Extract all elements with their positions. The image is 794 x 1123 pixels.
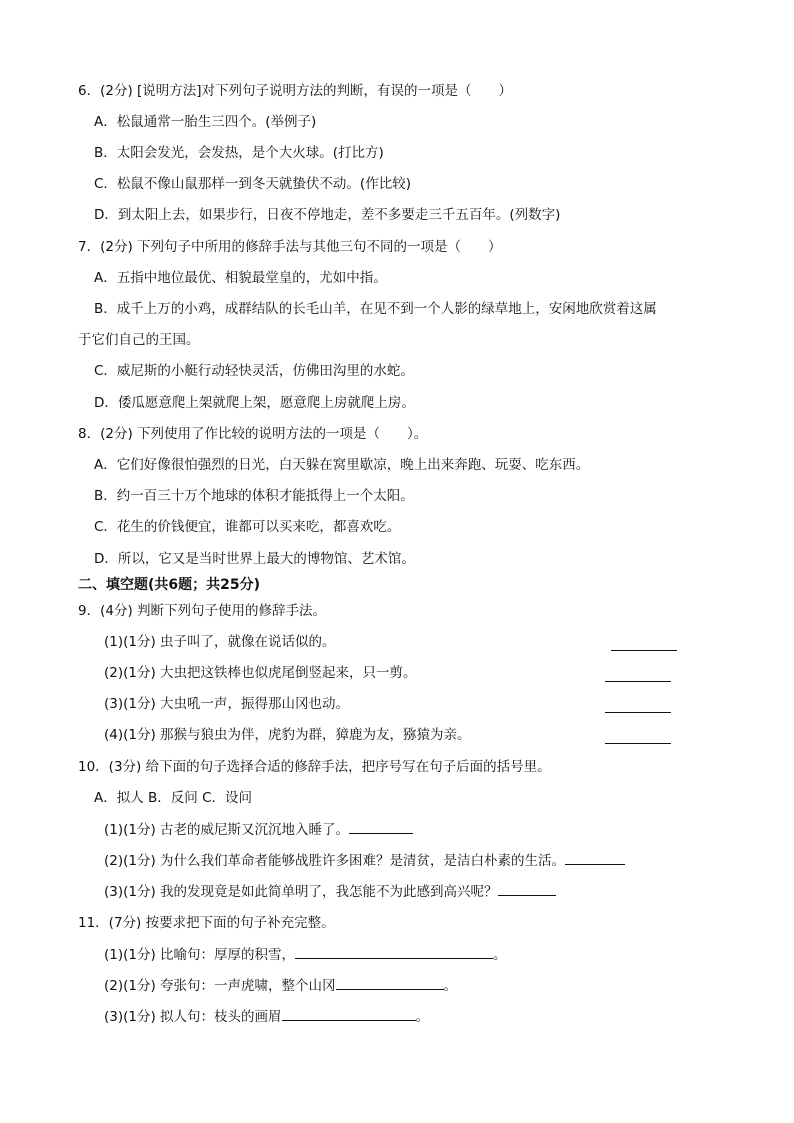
question-11-item-2 [104,975,457,996]
question-10-answer-blank-2[interactable] [565,850,625,865]
question-11-answer-blank-1[interactable] [295,944,493,959]
question-10-item-2 [104,850,625,871]
question-7-option-b-continued: 于它们自己的王国。 [78,332,200,348]
section-2-title: 二、填空题(共6题；共25分) [78,577,261,593]
question-10-stem: 10．(3分) 给下面的句子选择合适的修辞手法，把序号写在句子后面的括号里。 [78,759,551,775]
question-6-option-c: C．松鼠不像山鼠那样一到冬天就蛰伏不动。(作比较) [94,176,411,192]
question-7-option-d: D．倭瓜愿意爬上架就爬上架，愿意爬上房就爬上房。 [94,395,415,411]
question-11-answer-blank-2[interactable] [336,975,444,990]
question-11-item-3 [104,1006,429,1027]
question-7-option-a: A．五指中地位最优、相貌最堂皇的，尤如中指。 [94,270,387,286]
question-10-answer-blank-3[interactable] [498,881,556,896]
question-11-stem: 11．(7分) 按要求把下面的句子补充完整。 [78,915,335,931]
question-10-item-1-text: (1)(1分) 古老的威尼斯又沉沉地入睡了。 [104,822,350,838]
question-8-option-d: D．所以，它又是当时世界上最大的博物馆、艺术馆。 [94,551,415,567]
question-11-item-2-end: 。 [443,978,458,994]
question-8-option-c: C．花生的价钱便宜，谁都可以买来吃，都喜欢吃。 [94,519,401,535]
question-11-item-3-end: 。 [415,1009,430,1025]
question-6-stem: 6．(2分) [说明方法]对下列句子说明方法的判断，有误的一项是（ ） [78,83,513,99]
question-6-option-a: A．松鼠通常一胎生三四个。(举例子) [94,114,317,130]
question-9-answer-blank-2[interactable] [605,680,671,682]
question-6-option-d: D．到太阳上去，如果步行，日夜不停地走，差不多要走三千五百年。(列数字) [94,207,561,223]
question-10-item-3 [104,881,556,902]
question-11-answer-blank-3[interactable] [282,1006,416,1021]
question-9-item-1: (1)(1分) 虫子叫了，就像在说话似的。 [104,634,336,650]
question-11-item-1-text: (1)(1分) 比喻句：厚厚的积雪， [104,947,296,963]
question-9-item-3: (3)(1分) 大虫吼一声，振得那山冈也动。 [104,696,350,712]
question-7-option-c: C．威尼斯的小艇行动轻快灵活，仿佛田沟里的水蛇。 [94,363,414,379]
question-9-item-4: (4)(1分) 那猴与狼虫为伴，虎豹为群，獐鹿为友，猕猿为亲。 [104,727,471,743]
question-10-item-2-text: (2)(1分) 为什么我们革命者能够战胜许多困难？是清贫，是洁白朴素的生活。 [104,853,566,869]
question-11-item-2-text: (2)(1分) 夸张句：一声虎啸，整个山冈 [104,978,336,994]
question-9-stem: 9．(4分) 判断下列句子使用的修辞手法。 [78,603,327,619]
question-9-answer-blank-4[interactable] [605,742,671,744]
question-8-stem: 8．(2分) 下列使用了作比较的说明方法的一项是（ ）。 [78,426,428,442]
question-6-option-b: B．太阳会发光，会发热，是个大火球。(打比方) [94,145,384,161]
question-8-option-b: B．约一百三十万个地球的体积才能抵得上一个太阳。 [94,488,414,504]
question-7-stem: 7．(2分) 下列句子中所用的修辞手法与其他三句不同的一项是（ ） [78,239,502,255]
question-10-answer-blank-1[interactable] [349,819,413,834]
question-9-answer-blank-1[interactable] [611,649,677,651]
question-7-option-b: B．成千上万的小鸡，成群结队的长毛山羊，在见不到一个人影的绿草地上，安闲地欣赏着这属 [94,301,657,317]
question-10-item-1 [104,819,413,840]
question-10-item-3-text: (3)(1分) 我的发现竟是如此简单明了，我怎能不为此感到高兴呢？ [104,884,498,900]
question-11-item-1 [104,944,507,965]
question-10-choices: A．拟人 B．反问 C．设问 [94,790,253,806]
question-9-item-2: (2)(1分) 大虫把这铁棒也似虎尾倒竖起来，只一剪。 [104,665,417,681]
question-11-item-3-text: (3)(1分) 拟人句：枝头的画眉 [104,1009,282,1025]
question-8-option-a: A．它们好像很怕强烈的日光，白天躲在窝里歇凉，晚上出来奔跑、玩耍、吃东西。 [94,457,590,473]
question-11-item-1-end: 。 [493,947,507,963]
question-9-answer-blank-3[interactable] [605,711,671,713]
